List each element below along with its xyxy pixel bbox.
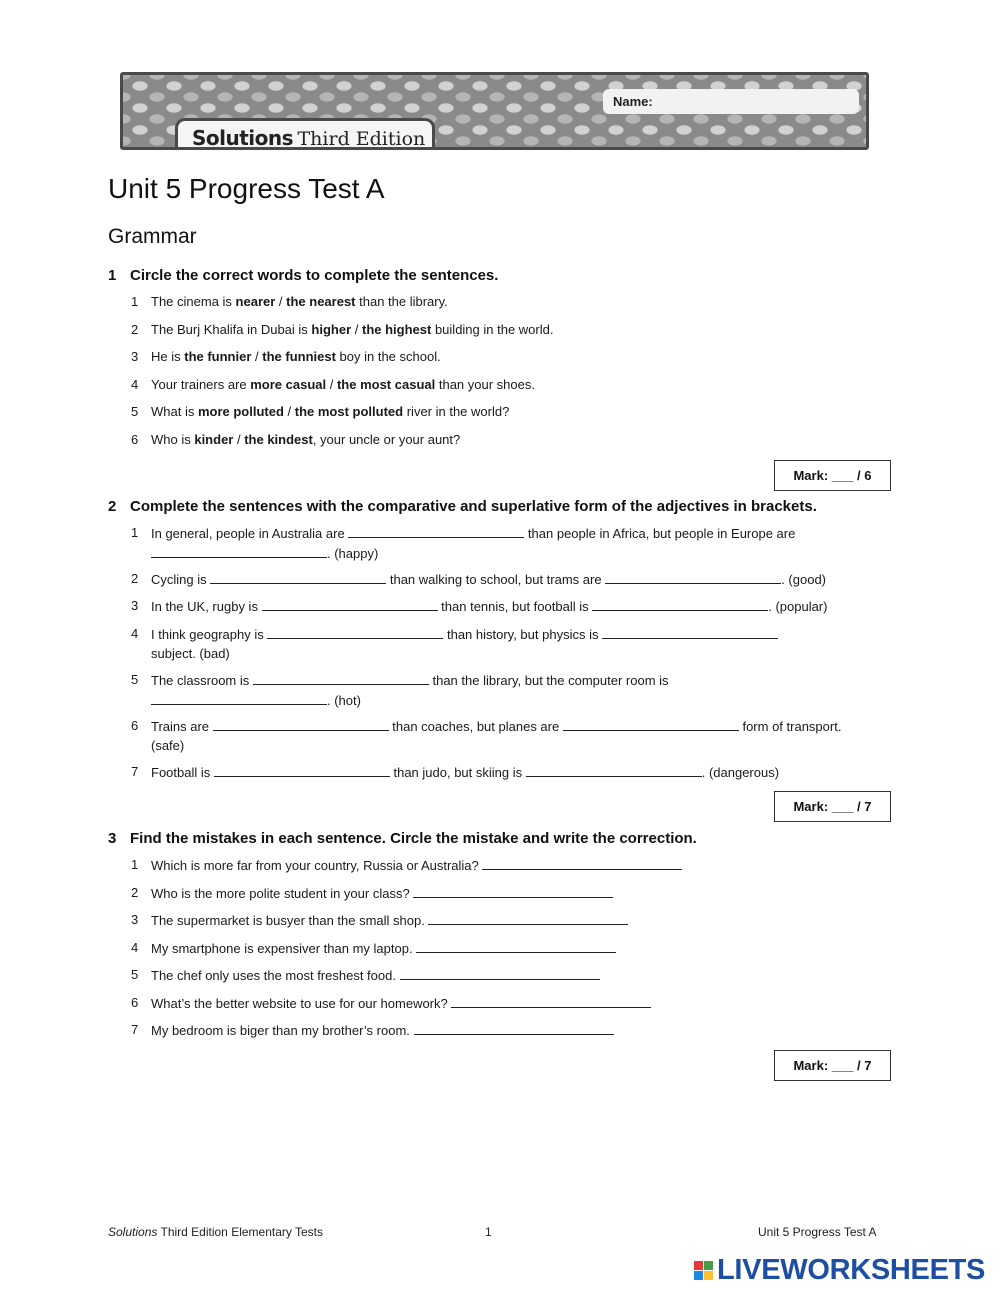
answer-blank[interactable] [151, 691, 327, 705]
correction-blank[interactable] [428, 911, 628, 925]
q2-item: 5 The classroom is than the library, but the computer room is . (hot) [131, 672, 669, 708]
option-a[interactable]: more casual [250, 377, 327, 392]
correction-blank[interactable] [413, 884, 613, 898]
footer-right: Unit 5 Progress Test A [758, 1225, 877, 1239]
q2-mark-box: Mark: ___ / 7 [774, 791, 891, 822]
footer-left: Solutions Third Edition Elementary Tests [108, 1225, 324, 1239]
q3-item: 6 What’s the better website to use for our homework? [131, 994, 871, 1014]
logo-text: LIVEWORKSHEETS [717, 1254, 986, 1286]
correction-blank[interactable] [400, 966, 600, 980]
q1-item: 6 Who is kinder / the kindest, your uncle or your aunt? [131, 432, 461, 447]
q3-heading [108, 830, 908, 847]
q2-item: 7 Football is than judo, but skiing is . (dangerous) [131, 764, 780, 780]
q1-item: 5 What is more polluted / the most polluted river in the world? [131, 404, 510, 419]
correction-blank[interactable] [451, 994, 651, 1008]
q3-item: 5 The chef only uses the most freshest food. [131, 966, 871, 986]
q2-item: 2 Cycling is than walking to school, but trams are . (good) [131, 571, 827, 587]
page-number: 1 [485, 1225, 492, 1239]
q2-item: 6 Trains are than coaches, but planes are form of transport. (safe) [131, 718, 842, 753]
answer-blank[interactable] [262, 597, 438, 611]
q1-mark-box: Mark: ___ / 6 [774, 460, 891, 491]
q2-number: 2 [108, 498, 117, 515]
q3-item: 1 Which is more far from your country, Russia or Australia? [131, 856, 871, 876]
option-a[interactable]: kinder [194, 432, 234, 447]
q2-heading-text: Complete the sentences with the comparative and superlative form of the adjectives in brackets. [130, 498, 817, 515]
answer-blank[interactable] [253, 671, 429, 685]
name-label: Name: [613, 94, 653, 109]
q3-number: 3 [108, 830, 117, 847]
q2-heading [108, 498, 908, 515]
answer-blank[interactable] [592, 597, 768, 611]
option-b[interactable]: the nearest [286, 294, 356, 309]
q3-item: 3 The supermarket is busyer than the small shop. [131, 911, 871, 931]
option-b[interactable]: the most casual [336, 377, 436, 392]
q3-mark-box: Mark: ___ / 7 [774, 1050, 891, 1081]
option-a[interactable]: nearer [235, 294, 276, 309]
q1-item: 4 Your trainers are more casual / the most casual than your shoes. [131, 377, 535, 392]
brand-bold: Solutions [192, 126, 294, 150]
q1-item: 3 He is the funnier / the funniest boy in the school. [131, 349, 441, 364]
option-b[interactable]: the highest [362, 322, 432, 337]
correction-blank[interactable] [414, 1021, 614, 1035]
q2-item: 4 I think geography is than history, but physics is subject. (bad) [131, 625, 871, 663]
q2-item: 1 In general, people in Australia are than people in Africa, but people in Europe are . (happy) [131, 525, 796, 561]
answer-blank[interactable] [214, 763, 390, 777]
q1-heading-text: Circle the correct words to complete the sentences. [130, 267, 499, 284]
q1-item: 1 The cinema is nearer / the nearest than the library. [131, 294, 448, 309]
answer-blank[interactable] [602, 625, 778, 639]
q3-item: 7 My bedroom is biger than my brother’s room. [131, 1021, 871, 1041]
option-b[interactable]: the kindest [244, 432, 313, 447]
brand-tab [175, 118, 435, 150]
option-b[interactable]: the funniest [262, 349, 336, 364]
name-field[interactable] [603, 89, 859, 114]
q1-number: 1 [108, 267, 117, 284]
q3-heading-text: Find the mistakes in each sentence. Circle the mistake and write the correction. [130, 830, 697, 847]
option-a[interactable]: the funnier [184, 349, 252, 364]
liveworksheets-logo[interactable] [694, 1253, 985, 1287]
q1-heading [108, 267, 908, 284]
answer-blank[interactable] [605, 570, 781, 584]
option-a[interactable]: more polluted [197, 404, 284, 419]
brand-regular: Third Edition [297, 128, 426, 150]
correction-blank[interactable] [482, 856, 682, 870]
header-banner [120, 72, 869, 150]
section-title: Grammar [108, 225, 197, 248]
answer-blank[interactable] [348, 524, 524, 538]
correction-blank[interactable] [416, 939, 616, 953]
answer-blank[interactable] [151, 544, 327, 558]
logo-squares-icon [694, 1261, 713, 1280]
q3-item: 4 My smartphone is expensiver than my laptop. [131, 939, 871, 959]
answer-blank[interactable] [526, 763, 702, 777]
q3-item: 2 Who is the more polite student in your class? [131, 884, 871, 904]
page-title: Unit 5 Progress Test A [108, 173, 385, 204]
answer-blank[interactable] [213, 717, 389, 731]
option-b[interactable]: the most polluted [294, 404, 404, 419]
answer-blank[interactable] [210, 570, 386, 584]
option-a[interactable]: higher [311, 322, 352, 337]
q2-item: 3 In the UK, rugby is than tennis, but football is . (popular) [131, 598, 828, 614]
answer-blank[interactable] [267, 625, 443, 639]
answer-blank[interactable] [563, 717, 739, 731]
q1-item: 2 The Burj Khalifa in Dubai is higher / the highest building in the world. [131, 322, 554, 337]
